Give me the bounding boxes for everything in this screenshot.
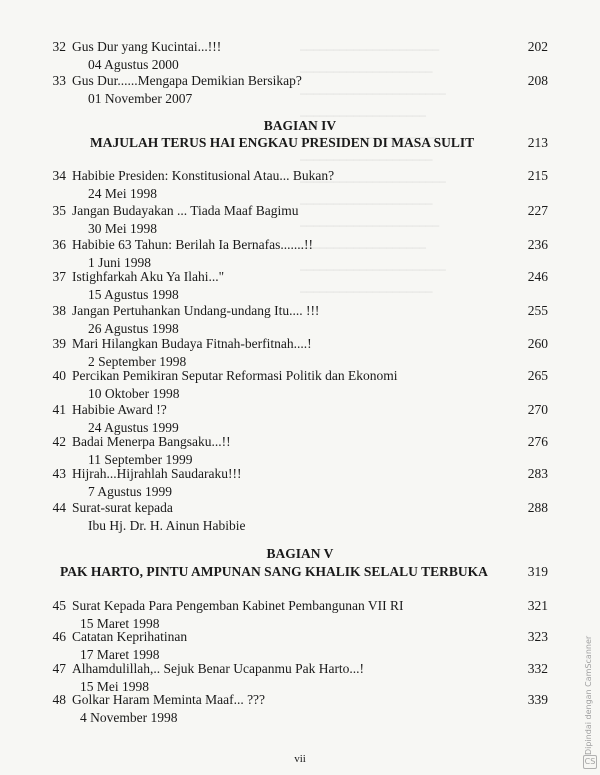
entry-title: Jangan Budayakan ... Tiada Maaf Bagimu [72,203,299,218]
entry-title: Mari Hilangkan Budaya Fitnah-berfitnah....! [72,336,312,351]
entry-title: Golkar Haram Meminta Maaf... ??? [72,692,266,707]
entry-number: 33 [52,73,66,88]
entry-title: Jangan Pertuhankan Undang-undang Itu.... !!! [72,303,320,318]
entry-number: 32 [52,39,66,54]
entry-title: Habibie 63 Tahun: Berilah Ia Bernafas.......!! [72,237,313,252]
entry-date: 17 Maret 1998 [80,647,160,662]
entry-date: 26 Agustus 1998 [88,321,179,336]
section-label: BAGIAN V [266,546,334,561]
entry-date: 2 September 1998 [88,354,187,369]
section-page: 213 [527,135,548,150]
entry-page: 339 [527,692,548,707]
entry-page: 227 [527,203,548,218]
entry-title: Istighfarkah Aku Ya Ilahi..." [72,269,225,284]
entry-number: 40 [52,368,66,383]
entry-title: Percikan Pemikiran Seputar Reformasi Politik dan Ekonomi [72,368,398,383]
scanner-watermark: Dipindai dengan CamScanner [584,635,593,755]
entry-subtitle: Ibu Hj. Dr. H. Ainun Habibie [88,518,246,533]
entry-number: 45 [52,598,66,613]
entry-title: Badai Menerpa Bangsaku...!! [72,434,231,449]
entry-number: 34 [52,168,66,183]
page-number: vii [294,753,306,765]
entry-number: 35 [52,203,66,218]
entry-page: 276 [527,434,548,449]
entry-number: 47 [52,661,66,676]
entry-number: 42 [52,434,66,449]
entry-date: 30 Mei 1998 [88,221,157,236]
entry-number: 43 [52,466,66,481]
entry-title: Hijrah...Hijrahlah Saudaraku!!! [72,466,242,481]
entry-date: 7 Agustus 1999 [88,484,173,499]
section-title: MAJULAH TERUS HAI ENGKAU PRESIDEN DI MASA SULIT [90,135,475,150]
entry-page: 202 [527,39,548,54]
entry-page: 260 [527,336,548,351]
entry-date: 4 November 1998 [80,710,178,725]
entry-page: 332 [527,661,548,676]
entry-page: 246 [527,269,548,284]
entry-page: 270 [527,402,548,417]
entry-title: Alhamdulillah,.. Sejuk Benar Ucapanmu Pak Harto...! [72,661,365,676]
entry-date: 01 November 2007 [88,91,193,106]
entry-title: Gus Dur......Mengapa Demikian Bersikap? [72,73,302,88]
entry-date: 11 September 1999 [88,452,193,467]
entry-page: 255 [527,303,548,318]
entry-title: Surat-surat kepada [72,500,173,515]
entry-page: 265 [527,368,548,383]
entry-page: 321 [527,598,548,613]
entry-date: 24 Agustus 1999 [88,420,179,435]
entry-number: 38 [52,303,66,318]
entry-title: Catatan Keprihatinan [72,629,188,644]
entry-number: 41 [52,402,66,417]
entry-page: 236 [527,237,548,252]
section-title: PAK HARTO, PINTU AMPUNAN SANG KHALIK SELALU TERBUKA [60,564,488,579]
entry-date: 15 Maret 1998 [80,616,160,631]
entry-number: 36 [52,237,66,252]
entry-date: 10 Oktober 1998 [88,386,180,401]
scanner-logo-icon: CS [583,755,597,769]
entry-page: 323 [527,629,548,644]
entry-page: 283 [527,466,548,481]
entry-number: 44 [52,500,66,515]
entry-date: 04 Agustus 2000 [88,57,179,72]
entry-number: 39 [52,336,66,351]
entry-page: 288 [527,500,548,515]
entry-date: 15 Agustus 1998 [88,287,179,302]
entry-date: 15 Mei 1998 [80,679,149,694]
entry-title: Gus Dur yang Kucintai...!!! [72,39,222,54]
entry-number: 46 [52,629,66,644]
entry-title: Surat Kepada Para Pengemban Kabinet Pembangunan VII RI [72,598,404,613]
entry-number: 37 [52,269,66,284]
entry-page: 208 [527,73,548,88]
entry-number: 48 [52,692,66,707]
entry-title: Habibie Award !? [72,402,167,417]
section-label: BAGIAN IV [263,118,337,133]
section-page: 319 [527,564,548,579]
entry-title: Habibie Presiden: Konstitusional Atau... Bukan? [72,168,335,183]
entry-date: 24 Mei 1998 [88,186,157,201]
entry-page: 215 [527,168,548,183]
entry-date: 1 Juni 1998 [88,255,152,270]
